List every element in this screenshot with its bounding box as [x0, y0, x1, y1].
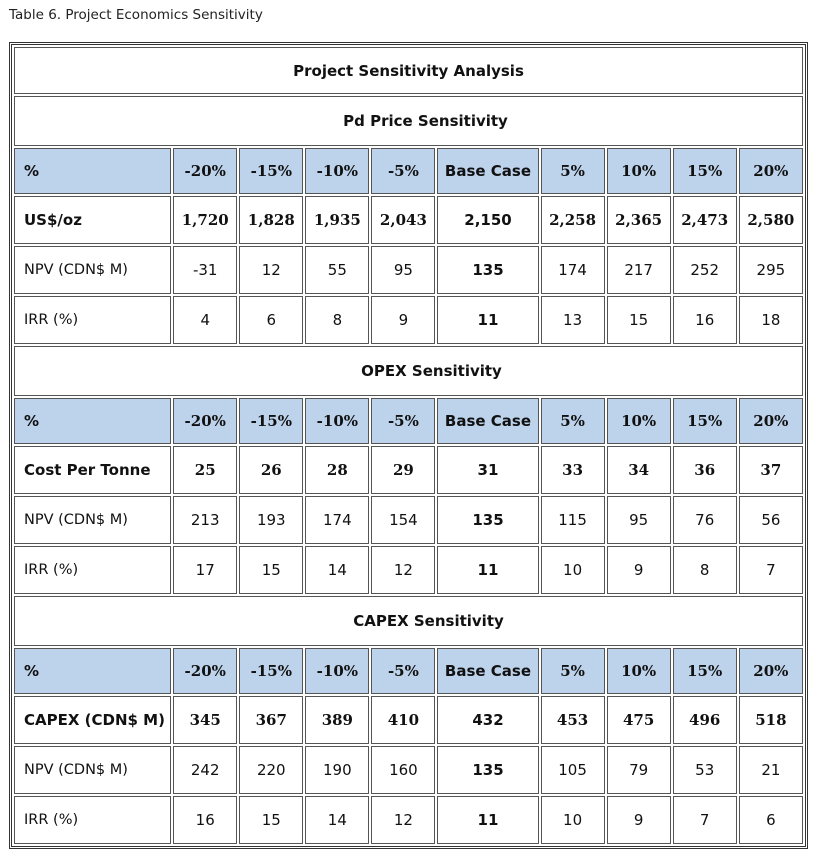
table-row — [14, 496, 803, 544]
header-cell: -15% — [239, 148, 303, 194]
sensitivity-table-frame — [9, 42, 808, 849]
header-cell: -5% — [371, 648, 435, 694]
header-cell: -10% — [305, 648, 369, 694]
row-label: IRR (%) — [14, 546, 171, 594]
header-cell: -15% — [239, 398, 303, 444]
header-cell: 15% — [673, 648, 737, 694]
value-cell: 213 — [173, 496, 237, 544]
table-row — [14, 446, 803, 494]
header-cell: 20% — [739, 398, 803, 444]
value-cell: 6 — [239, 296, 303, 344]
value-cell: 17 — [173, 546, 237, 594]
value-cell: 2,258 — [541, 196, 605, 244]
row-label: Cost Per Tonne — [14, 446, 171, 494]
value-cell: 7 — [673, 796, 737, 844]
value-cell: 174 — [541, 246, 605, 294]
header-cell: 15% — [673, 148, 737, 194]
value-cell: 105 — [541, 746, 605, 794]
table-row — [14, 796, 803, 844]
value-cell: 252 — [673, 246, 737, 294]
header-cell: 15% — [673, 398, 737, 444]
header-cell: 10% — [607, 648, 671, 694]
value-cell: 345 — [173, 696, 237, 744]
value-cell: 7 — [739, 546, 803, 594]
value-cell: 15 — [239, 796, 303, 844]
value-cell: 389 — [305, 696, 369, 744]
row-label: NPV (CDN$ M) — [14, 246, 171, 294]
value-cell: 12 — [239, 246, 303, 294]
value-cell: -31 — [173, 246, 237, 294]
value-cell: 1,720 — [173, 196, 237, 244]
section-title: OPEX Sensitivity — [14, 346, 803, 396]
section-title: Pd Price Sensitivity — [14, 96, 803, 146]
base-case-cell: 432 — [437, 696, 538, 744]
header-cell: -20% — [173, 648, 237, 694]
section-title: CAPEX Sensitivity — [14, 596, 803, 646]
value-cell: 295 — [739, 246, 803, 294]
value-cell: 4 — [173, 296, 237, 344]
value-cell: 15 — [607, 296, 671, 344]
header-cell: -20% — [173, 398, 237, 444]
value-cell: 475 — [607, 696, 671, 744]
value-cell: 18 — [739, 296, 803, 344]
base-case-cell: 11 — [437, 796, 538, 844]
header-cell: 20% — [739, 148, 803, 194]
value-cell: 14 — [305, 546, 369, 594]
sensitivity-table — [12, 45, 805, 846]
value-cell: 53 — [673, 746, 737, 794]
header-cell: -5% — [371, 148, 435, 194]
value-cell: 6 — [739, 796, 803, 844]
header-cell: Base Case — [437, 648, 538, 694]
value-cell: 36 — [673, 446, 737, 494]
value-cell: 14 — [305, 796, 369, 844]
value-cell: 10 — [541, 796, 605, 844]
value-cell: 76 — [673, 496, 737, 544]
header-cell: 5% — [541, 398, 605, 444]
value-cell: 13 — [541, 296, 605, 344]
value-cell: 154 — [371, 496, 435, 544]
value-cell: 367 — [239, 696, 303, 744]
value-cell: 9 — [607, 796, 671, 844]
value-cell: 242 — [173, 746, 237, 794]
row-label: CAPEX (CDN$ M) — [14, 696, 171, 744]
value-cell: 190 — [305, 746, 369, 794]
value-cell: 1,935 — [305, 196, 369, 244]
value-cell: 95 — [607, 496, 671, 544]
base-case-cell: 135 — [437, 246, 538, 294]
row-label: IRR (%) — [14, 296, 171, 344]
header-cell: -15% — [239, 648, 303, 694]
table-row — [14, 296, 803, 344]
value-cell: 160 — [371, 746, 435, 794]
header-label-cell: % — [14, 398, 171, 444]
value-cell: 2,473 — [673, 196, 737, 244]
table-row — [14, 196, 803, 244]
value-cell: 21 — [739, 746, 803, 794]
base-case-cell: 2,150 — [437, 196, 538, 244]
header-cell: 5% — [541, 648, 605, 694]
header-cell: 5% — [541, 148, 605, 194]
base-case-cell: 135 — [437, 746, 538, 794]
value-cell: 217 — [607, 246, 671, 294]
row-label: NPV (CDN$ M) — [14, 746, 171, 794]
table-caption: Table 6. Project Economics Sensitivity — [9, 7, 263, 23]
value-cell: 518 — [739, 696, 803, 744]
base-case-cell: 31 — [437, 446, 538, 494]
value-cell: 8 — [305, 296, 369, 344]
value-cell: 10 — [541, 546, 605, 594]
header-cell: -10% — [305, 148, 369, 194]
value-cell: 26 — [239, 446, 303, 494]
base-case-cell: 11 — [437, 546, 538, 594]
table-row — [14, 246, 803, 294]
value-cell: 9 — [607, 546, 671, 594]
value-cell: 56 — [739, 496, 803, 544]
value-cell: 16 — [173, 796, 237, 844]
row-label: US$/oz — [14, 196, 171, 244]
base-case-cell: 11 — [437, 296, 538, 344]
value-cell: 16 — [673, 296, 737, 344]
value-cell: 174 — [305, 496, 369, 544]
row-label: IRR (%) — [14, 796, 171, 844]
value-cell: 2,365 — [607, 196, 671, 244]
value-cell: 33 — [541, 446, 605, 494]
value-cell: 410 — [371, 696, 435, 744]
value-cell: 95 — [371, 246, 435, 294]
table-row — [14, 696, 803, 744]
value-cell: 37 — [739, 446, 803, 494]
header-row — [14, 148, 803, 194]
header-cell: -20% — [173, 148, 237, 194]
table-title: Project Sensitivity Analysis — [14, 47, 803, 94]
table-row — [14, 746, 803, 794]
header-cell: 10% — [607, 148, 671, 194]
value-cell: 496 — [673, 696, 737, 744]
header-label-cell: % — [14, 148, 171, 194]
value-cell: 55 — [305, 246, 369, 294]
value-cell: 9 — [371, 296, 435, 344]
value-cell: 1,828 — [239, 196, 303, 244]
value-cell: 8 — [673, 546, 737, 594]
value-cell: 25 — [173, 446, 237, 494]
value-cell: 453 — [541, 696, 605, 744]
value-cell: 193 — [239, 496, 303, 544]
value-cell: 220 — [239, 746, 303, 794]
value-cell: 29 — [371, 446, 435, 494]
header-cell: Base Case — [437, 398, 538, 444]
value-cell: 2,580 — [739, 196, 803, 244]
value-cell: 115 — [541, 496, 605, 544]
row-label: NPV (CDN$ M) — [14, 496, 171, 544]
value-cell: 12 — [371, 796, 435, 844]
header-row — [14, 398, 803, 444]
value-cell: 34 — [607, 446, 671, 494]
header-label-cell: % — [14, 648, 171, 694]
header-cell: Base Case — [437, 148, 538, 194]
header-cell: 10% — [607, 398, 671, 444]
value-cell: 79 — [607, 746, 671, 794]
base-case-cell: 135 — [437, 496, 538, 544]
value-cell: 12 — [371, 546, 435, 594]
value-cell: 2,043 — [371, 196, 435, 244]
value-cell: 15 — [239, 546, 303, 594]
header-row — [14, 648, 803, 694]
header-cell: 20% — [739, 648, 803, 694]
value-cell: 28 — [305, 446, 369, 494]
header-cell: -10% — [305, 398, 369, 444]
table-row — [14, 546, 803, 594]
header-cell: -5% — [371, 398, 435, 444]
